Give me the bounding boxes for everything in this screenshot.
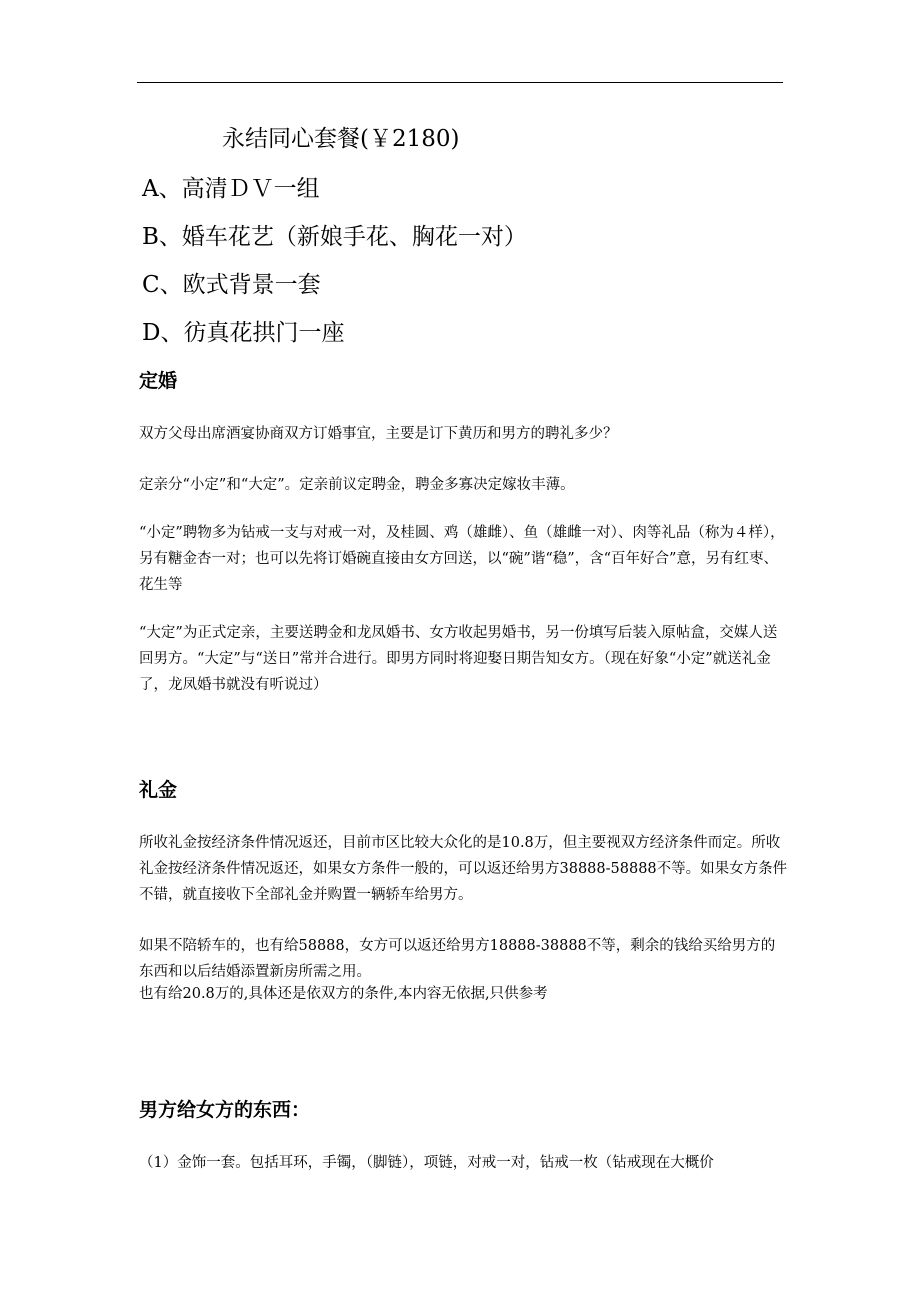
- package-item: A、高清ＤＶ一组: [142, 176, 320, 202]
- paragraph: “大定”为正式定亲，主要送聘金和龙凤婚书、女方收起男婚书，另一份填写后装入原帖盒，交媒人送回男方。“大定”与“送日”常并合进行。即男方同时将迎娶日期告知女方。（现在好象“小定”就送礼金了，龙凤婚书就没有听说过）: [139, 625, 778, 693]
- paragraph: 定亲分“小定”和“大定”。定亲前议定聘金，聘金多寡决定嫁妆丰薄。: [139, 477, 575, 493]
- paragraph: （1）金饰一套。包括耳环，手镯，（脚链），项链，对戒一对，钻戒一枚（钻戒现在大概价: [139, 1155, 714, 1171]
- paragraph: 如果不陪轿车的，也有给58888，女方可以返还给男方18888-38888不等，剩余的钱给买给男方的东西和以后结婚添置新房所需之用。: [139, 938, 776, 980]
- paragraph: “小定”聘物多为钻戒一支与对戒一对，及桂圆、鸡（雄雌）、鱼（雄雌一对）、肉等礼品（称为４样），另有糖金杏一对；也可以先将订婚碗直接由女方回送，以“碗”谐“稳”，含“百年好合”意，另有红枣、花生等: [139, 525, 785, 593]
- paragraph: 双方父母出席酒宴协商双方订婚事宜，主要是订下黄历和男方的聘礼多少？: [139, 426, 618, 442]
- package-item: B、婚车花艺（新娘手花、胸花一对）: [142, 224, 527, 250]
- header-rule: [137, 82, 783, 83]
- paragraph: 所收礼金按经济条件情况返还，目前市区比较大众化的是10.8万，但主要视双方经济条件而定。所收礼金按经济条件情况返还，如果女方条件一般的，可以返还给男方38888-58888不等。如果女方条件不错，就直接收下全部礼金并购置一辆轿车给男方。: [139, 835, 788, 903]
- package-item: D、彷真花拱门一座: [142, 320, 345, 346]
- section-heading-engagement: 定婚: [139, 370, 178, 392]
- paragraph: 也有给20.8万的,具体还是依双方的条件,本内容无依据,只供参考: [139, 986, 548, 1002]
- package-title: 永结同心套餐(￥2180): [222, 126, 460, 152]
- section-heading-groom-gifts: 男方给女方的东西：: [139, 1099, 311, 1121]
- section-heading-gift-money: 礼金: [139, 779, 178, 801]
- package-item: C、欧式背景一套: [142, 272, 321, 298]
